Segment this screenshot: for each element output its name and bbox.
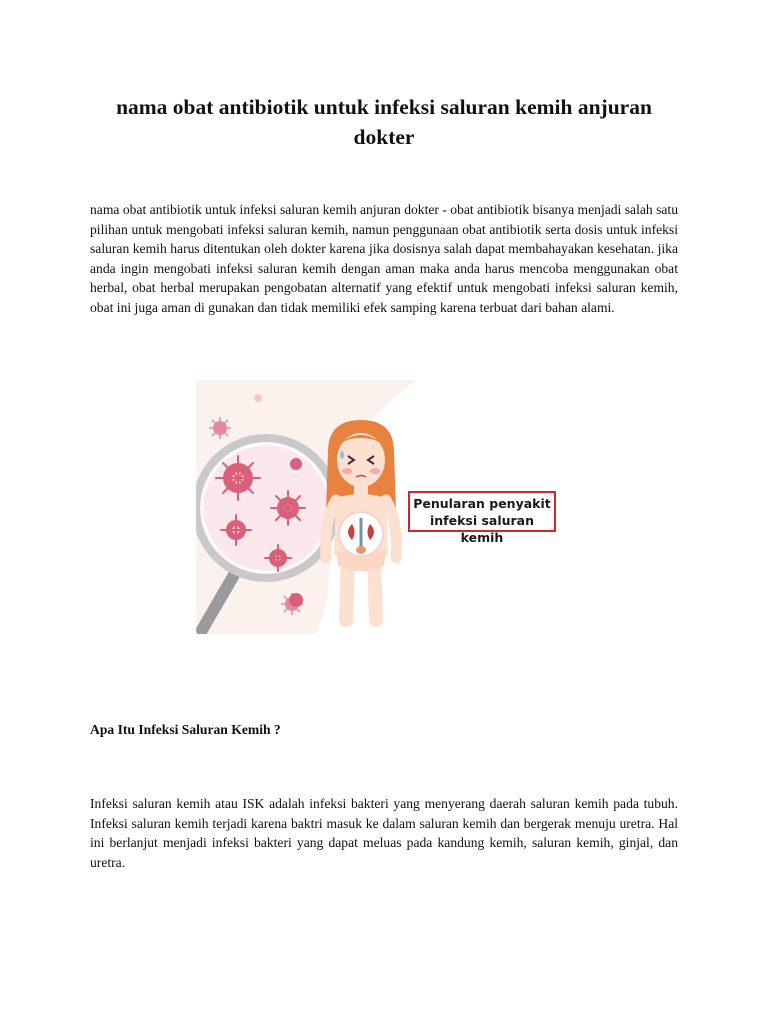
intro-paragraph: nama obat antibiotik untuk infeksi saluran kemih anjuran dokter - obat antibiotik bisanya menjadi salah satu pilihan untuk mengobati infeksi saluran kemih, namun penggunaan obat antibiotik serta dosis untuk infeksi saluran kemih harus ditentukan oleh dokter karena jika dosisnya salah dapat membahayakan kesehatan. jika anda ingin mengobati infeksi saluran kemih dengan aman maka anda harus mencoba menggunakan obat herbal, obat herbal merupakan pengobatan alternatif yang efektif untuk mengobati infeksi saluran kemih, obat ini juga aman di gunakan dan tidak memiliki efek samping karena terbuat dari bahan alami. (90, 202, 678, 315)
virus-icon-outside (289, 593, 303, 607)
section-heading: Apa Itu Infeksi Saluran Kemih ? (90, 722, 281, 737)
section-paragraph: Infeksi saluran kemih atau ISK adalah infeksi bakteri yang menyerang daerah saluran kemih pada tubuh. Infeksi saluran kemih terjadi karena baktri masuk ke dalam saluran kemih dan bergerak menuju uretra. Hal ini berlanjut menjadi infeksi bakteri yang dapat meluas pada kandung kemih, saluran kemih, ginjal, dan uretra. (90, 796, 678, 870)
page-title: nama obat antibiotik untuk infeksi saluran kemih anjuran dokter (116, 95, 652, 149)
illustration-caption-box (408, 491, 556, 545)
caption-line-2: infeksi saluran kemih (429, 513, 535, 545)
girl-figure-icon (326, 420, 397, 620)
caption-line-1: Penularan penyakit (413, 496, 551, 511)
